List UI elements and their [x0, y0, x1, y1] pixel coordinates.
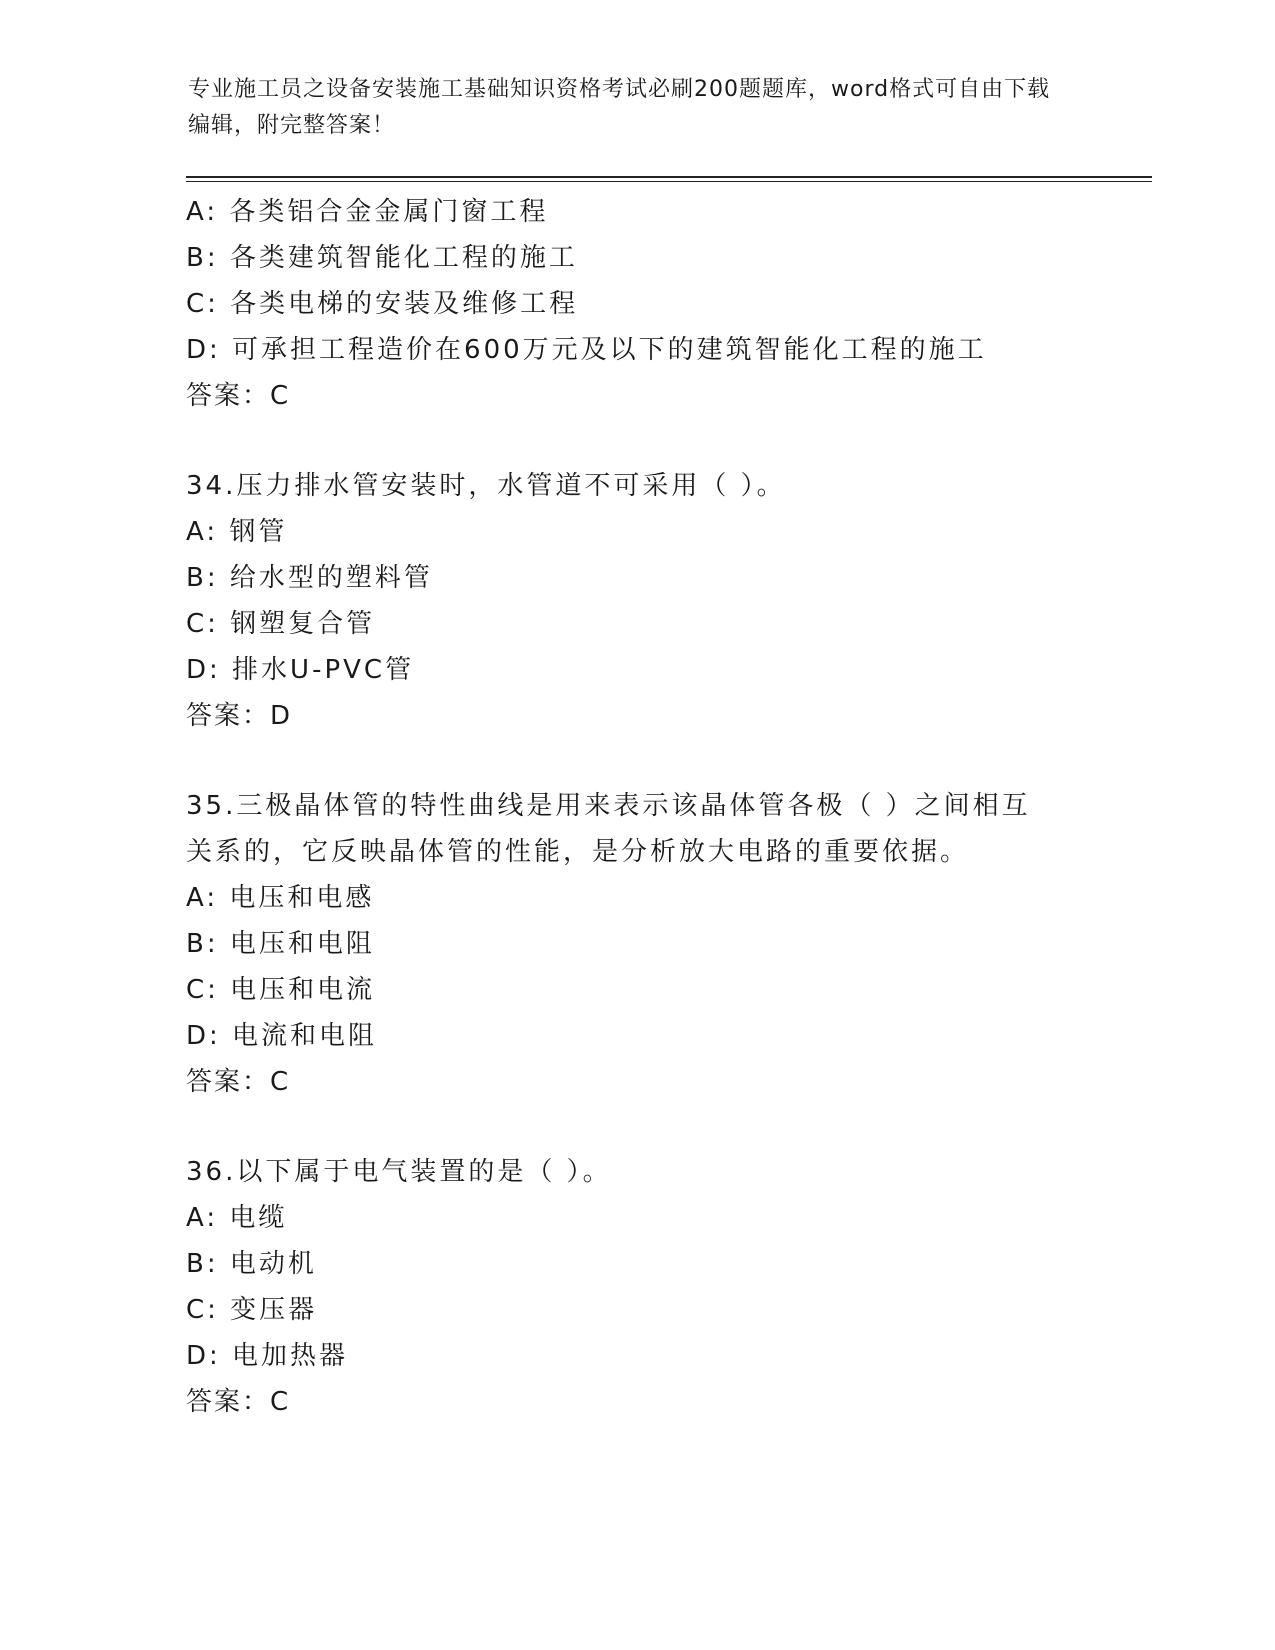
- answer: 答案：C: [186, 1387, 291, 1417]
- header-divider: [186, 176, 1152, 178]
- option-c: C: 各类电梯的安装及维修工程: [186, 289, 579, 319]
- option-a: A: 电缆: [186, 1203, 288, 1233]
- answer: 答案：C: [186, 1067, 291, 1097]
- option-d: D: 可承担工程造价在600万元及以下的建筑智能化工程的施工: [186, 335, 987, 365]
- option-c: C: 电压和电流: [186, 975, 376, 1005]
- option-b: B: 电动机: [186, 1249, 317, 1279]
- header-divider-thin: [186, 181, 1152, 182]
- question-stem: 35.三极晶体管的特性曲线是用来表示该晶体管各极（ ）之间相互关系的，它反映晶体管的性能，是分析放大电路的重要依据。: [186, 791, 1031, 867]
- option-a: A: 各类铝合金金属门窗工程: [186, 197, 549, 227]
- option-b: B: 电压和电阻: [186, 929, 375, 959]
- option-c: C: 变压器: [186, 1295, 318, 1325]
- option-d: D: 电加热器: [186, 1341, 349, 1371]
- option-b: B: 各类建筑智能化工程的施工: [186, 243, 578, 273]
- option-a: A: 钢管: [186, 517, 288, 547]
- question-stem: 36.以下属于电气装置的是（ ）。: [186, 1157, 612, 1187]
- question-list: [186, 189, 1146, 1425]
- option-a: A: 电压和电感: [186, 883, 375, 913]
- answer: 答案：D: [186, 701, 293, 731]
- question-stem: 34.压力排水管安装时，水管道不可采用（ ）。: [186, 471, 786, 501]
- option-d: D: 排水U-PVC管: [186, 655, 415, 685]
- option-c: C: 钢塑复合管: [186, 609, 376, 639]
- option-b: B: 给水型的塑料管: [186, 563, 433, 593]
- document-header: 专业施工员之设备安装施工基础知识资格考试必刷200题题库，word格式可自由下载编辑，附完整答案！: [188, 77, 1051, 138]
- answer: 答案：C: [186, 381, 291, 411]
- option-d: D: 电流和电阻: [186, 1021, 378, 1051]
